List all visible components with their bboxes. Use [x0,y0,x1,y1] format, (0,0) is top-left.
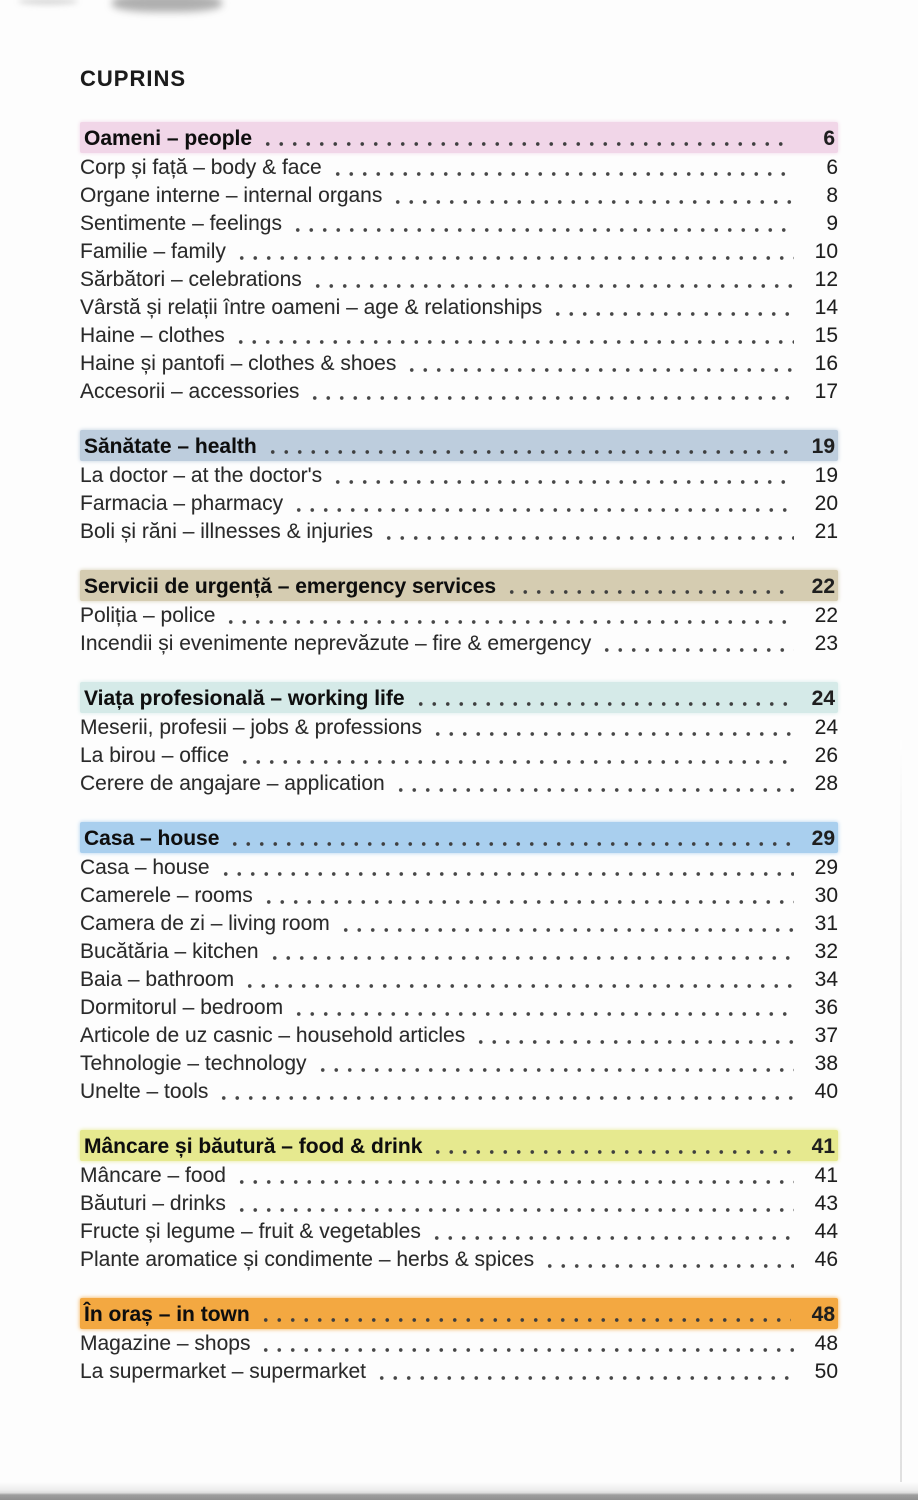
toc-entry-label: Tehnologie – technology [80,1052,307,1075]
toc-entry [80,237,838,265]
page-number: 19 [814,464,838,487]
page-number: 48 [814,1332,838,1355]
dot-leader [215,1077,794,1105]
toc-entry-label: Magazine – shops [80,1332,251,1355]
toc-page [80,66,838,1385]
dot-leader [241,965,794,993]
toc-entry-label: Meserii, profesii – jobs & professions [80,716,422,739]
toc-entry [80,741,838,769]
toc-entry [80,965,838,993]
page-number: 17 [814,380,838,403]
toc-section-header [80,1298,838,1329]
page-number: 41 [814,1164,838,1187]
page-number: 15 [814,324,838,347]
page-number: 23 [814,632,838,655]
toc-section [80,570,838,657]
toc-section-title: Sănătate – health [84,435,257,458]
page-number: 19 [811,435,835,458]
toc-entry-label: Corp și față – body & face [80,156,322,179]
toc-entry-label: Poliția – police [80,604,216,627]
page-number: 12 [814,268,838,291]
dot-leader [260,881,794,909]
toc-entry [80,181,838,209]
page-number: 24 [811,687,835,710]
toc-entry-label: Baia – bathroom [80,968,235,991]
toc-entry [80,1329,838,1357]
toc-entry-label: Haine – clothes [80,324,225,347]
toc-entry [80,601,838,629]
toc-section-header [80,682,838,713]
toc-entry-label: Farmacia – pharmacy [80,492,284,515]
toc-section [80,682,838,797]
dot-leader [412,682,791,713]
toc-entry [80,1245,838,1273]
toc-entry-label: Articole de uz casnic – household articles [80,1024,466,1047]
page-number: 14 [814,296,838,319]
dot-leader [290,993,794,1021]
toc-entry-label: Camerele – rooms [80,884,253,907]
toc-entry [80,153,838,181]
toc-entry-label: Mâncare – food [80,1164,226,1187]
dot-leader [306,377,794,405]
toc-entry-label: Boli și răni – illnesses & injuries [80,520,373,543]
toc-entry [80,881,838,909]
dot-leader [314,1049,794,1077]
toc-section-title: În oraș – in town [84,1303,250,1326]
dot-leader [259,122,791,153]
page-number: 21 [814,520,838,543]
dot-leader [549,293,794,321]
toc-list [80,122,838,1385]
dot-leader [403,349,794,377]
dot-leader [392,769,794,797]
toc-section [80,1298,838,1385]
toc-entry [80,1049,838,1077]
toc-section [80,430,838,545]
page-number: 30 [814,884,838,907]
toc-entry-label: La doctor – at the doctor's [80,464,323,487]
dot-leader [257,1298,791,1329]
page-number: 29 [814,856,838,879]
toc-entry [80,629,838,657]
dot-leader [233,1189,794,1217]
toc-entry [80,1161,838,1189]
page-number: 40 [814,1080,838,1103]
dot-leader [264,430,791,461]
dot-leader [222,601,794,629]
dot-leader [266,937,794,965]
toc-entry-label: La birou – office [80,744,230,767]
toc-entry-label: Camera de zi – living room [80,912,330,935]
dot-leader [232,321,794,349]
toc-entry-label: Unelte – tools [80,1080,209,1103]
page-number: 31 [814,912,838,935]
dot-leader [429,1130,791,1161]
dot-leader [233,1161,794,1189]
dot-leader [233,237,794,265]
toc-entry-label: Vârstă și relații între oameni – age & relationships [80,296,543,319]
toc-section [80,822,838,1105]
page-number: 24 [814,716,838,739]
dot-leader [309,265,794,293]
dot-leader [337,909,794,937]
dot-leader [217,853,794,881]
toc-entry-label: Sărbători – celebrations [80,268,302,291]
toc-section-title: Mâncare și băutură – food & drink [84,1135,423,1158]
page-number: 8 [826,184,838,207]
toc-section-header [80,1130,838,1161]
dot-leader [429,713,794,741]
toc-entry-label: Haine și pantofi – clothes & shoes [80,352,397,375]
toc-entry [80,1217,838,1245]
toc-entry [80,909,838,937]
page-number: 38 [814,1052,838,1075]
page-number: 22 [811,575,835,598]
page-number: 43 [814,1192,838,1215]
toc-entry [80,993,838,1021]
page-number: 29 [811,827,835,850]
toc-section-header [80,430,838,461]
toc-entry [80,1357,838,1385]
toc-entry-label: Dormitorul – bedroom [80,996,284,1019]
toc-entry-label: Băuturi – drinks [80,1192,226,1215]
page-number: 16 [814,352,838,375]
page-number: 28 [814,772,838,795]
photo-smudge-left [18,0,78,5]
page-number: 26 [814,744,838,767]
toc-entry-label: Organe interne – internal organs [80,184,383,207]
page-number: 10 [814,240,838,263]
toc-entry-label: Plante aromatice și condimente – herbs & spices [80,1248,535,1271]
page-number: 44 [814,1220,838,1243]
toc-entry-label: Familie – family [80,240,226,263]
toc-entry [80,1077,838,1105]
dot-leader [503,570,791,601]
dot-leader [541,1245,794,1273]
toc-entry [80,1021,838,1049]
toc-entry-label: Cerere de angajare – application [80,772,385,795]
page-number: 6 [826,156,838,179]
dot-leader [329,153,794,181]
page-number: 37 [814,1024,838,1047]
page-number: 20 [814,492,838,515]
toc-section-header [80,122,838,153]
toc-entry [80,349,838,377]
page-number: 22 [814,604,838,627]
dot-leader [257,1329,794,1357]
toc-entry-label: La supermarket – supermarket [80,1360,366,1383]
toc-entry-label: Casa – house [80,856,210,879]
page-number: 34 [814,968,838,991]
toc-section-title: Oameni – people [84,127,253,150]
toc-entry [80,209,838,237]
page-number: 6 [823,127,835,150]
toc-entry [80,489,838,517]
page-number: 36 [814,996,838,1019]
toc-entry [80,713,838,741]
toc-section-header [80,822,838,853]
toc-entry-label: Accesorii – accessories [80,380,300,403]
photo-smudge-right [112,0,222,12]
toc-entry [80,1189,838,1217]
page-bottom-edge [0,1482,918,1500]
toc-entry [80,517,838,545]
dot-leader [290,489,794,517]
dot-leader [236,741,794,769]
toc-section-title: Casa – house [84,827,220,850]
toc-entry [80,293,838,321]
toc-entry-label: Incendii și evenimente neprevăzute – fire & emergency [80,632,592,655]
page-number: 41 [811,1135,835,1158]
dot-leader [472,1021,794,1049]
dot-leader [380,517,794,545]
toc-section [80,1130,838,1273]
page-title: CUPRINS [80,66,187,91]
dot-leader [329,461,794,489]
toc-entry-label: Fructe și legume – fruit & vegetables [80,1220,421,1243]
toc-entry [80,377,838,405]
toc-entry-label: Bucătăria – kitchen [80,940,259,963]
toc-section-title: Servicii de urgență – emergency services [84,575,497,598]
toc-entry [80,937,838,965]
toc-entry [80,853,838,881]
dot-leader [373,1357,794,1385]
page-number: 9 [826,212,838,235]
page-number: 48 [811,1303,835,1326]
toc-section [80,122,838,405]
dot-leader [598,629,794,657]
toc-entry [80,265,838,293]
toc-section-title: Viața profesională – working life [84,687,405,710]
dot-leader [389,181,794,209]
dot-leader [289,209,794,237]
toc-entry [80,321,838,349]
page-right-edge-shadow [900,740,902,1490]
page-number: 32 [814,940,838,963]
toc-entry [80,769,838,797]
dot-leader [226,822,791,853]
dot-leader [428,1217,794,1245]
toc-section-header [80,570,838,601]
toc-entry [80,461,838,489]
page-number: 50 [814,1360,838,1383]
page-number: 46 [814,1248,838,1271]
toc-entry-label: Sentimente – feelings [80,212,282,235]
